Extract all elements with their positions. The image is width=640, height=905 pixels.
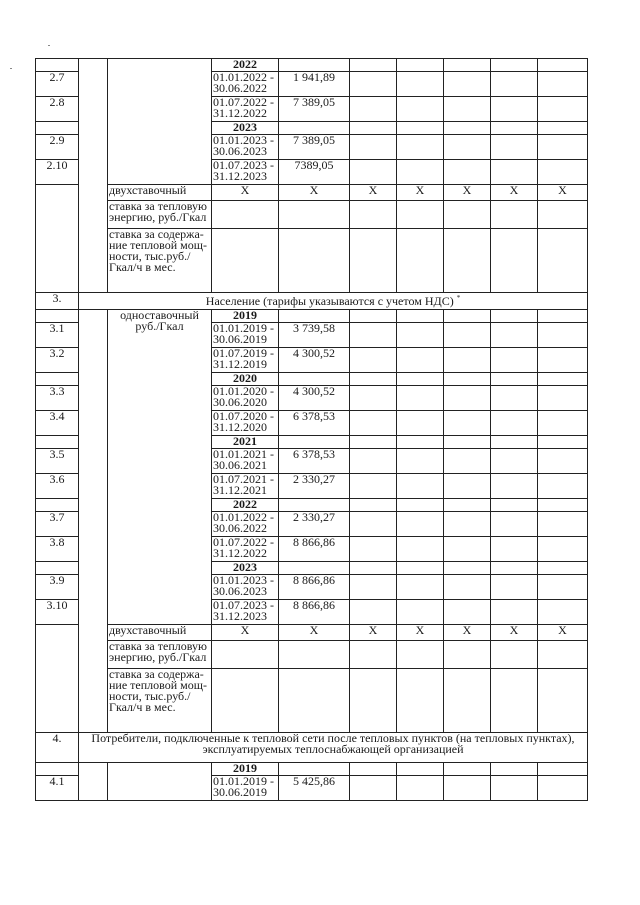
year-header: 2022: [212, 499, 279, 512]
empty-cell: [444, 122, 491, 135]
empty-cell: [279, 436, 350, 449]
empty-cell: [538, 436, 588, 449]
empty-cell: [491, 72, 538, 97]
empty-cell: [212, 669, 279, 733]
empty-cell: [350, 537, 397, 562]
empty-cell: [350, 512, 397, 537]
row-number-cell: 3.6: [36, 474, 79, 499]
energy-rate-label: ставка за тепловую энергию, руб./Гкал: [108, 201, 212, 229]
tariff-value-cell: 7 389,05: [279, 135, 350, 160]
empty-cell: [279, 669, 350, 733]
empty-cell: [350, 386, 397, 411]
scan-speck: [10, 68, 12, 69]
empty-cell: [397, 411, 444, 436]
empty-cell: [538, 323, 588, 348]
empty-cell: [350, 72, 397, 97]
empty-cell: [279, 562, 350, 575]
tariff-value-cell: 5 425,86: [279, 776, 350, 801]
period-cell: 01.01.2020 - 30.06.2020: [212, 386, 279, 411]
empty-cell: [444, 373, 491, 386]
empty-cell: [491, 600, 538, 625]
empty-cell: [444, 323, 491, 348]
empty-cell: [397, 575, 444, 600]
row-number-cell: 3.4: [36, 411, 79, 436]
two-part-label: двухставочный: [108, 625, 212, 641]
empty-cell: [491, 562, 538, 575]
empty-cell: [212, 229, 279, 293]
x-mark: X: [491, 625, 538, 641]
empty-cell: [444, 575, 491, 600]
empty-cell: [397, 449, 444, 474]
table-row: [36, 201, 588, 229]
empty-cell: [350, 323, 397, 348]
empty-cell: [491, 323, 538, 348]
empty-cell: [397, 135, 444, 160]
empty-cell: [397, 373, 444, 386]
empty-cell: [350, 411, 397, 436]
empty-cell: [444, 97, 491, 122]
empty-cell: [491, 160, 538, 185]
empty-cell: [279, 373, 350, 386]
tariff-value-cell: 8 866,86: [279, 537, 350, 562]
empty-cell: [397, 386, 444, 411]
row-number-cell: 3.5: [36, 449, 79, 474]
scan-speck: [48, 45, 50, 46]
x-mark: X: [212, 185, 279, 201]
empty-cell: [212, 641, 279, 669]
empty-cell: [538, 135, 588, 160]
empty-cell: [491, 97, 538, 122]
section-title: [79, 293, 588, 310]
empty-cell: [491, 449, 538, 474]
empty-cell: [444, 386, 491, 411]
empty-cell: [397, 512, 444, 537]
row-number-cell: 3.3: [36, 386, 79, 411]
section-number: 4.: [36, 733, 79, 763]
period-cell: 01.07.2020 - 31.12.2020: [212, 411, 279, 436]
empty-cell: [444, 512, 491, 537]
empty-cell: [538, 97, 588, 122]
category-column: [79, 59, 108, 293]
empty-cell: [538, 776, 588, 801]
empty-cell: [491, 512, 538, 537]
empty-cell: [538, 449, 588, 474]
empty-cell: [538, 122, 588, 135]
empty-cell: [491, 499, 538, 512]
empty-cell: [397, 537, 444, 562]
empty-cell: [444, 135, 491, 160]
empty-cell: [491, 575, 538, 600]
table-row: [36, 229, 588, 293]
empty-cell: [350, 122, 397, 135]
empty-cell: [538, 600, 588, 625]
empty-cell: [397, 97, 444, 122]
empty-cell: [538, 310, 588, 323]
x-mark: X: [491, 185, 538, 201]
empty-cell: [538, 669, 588, 733]
empty-cell: [491, 474, 538, 499]
empty-cell: [444, 201, 491, 229]
section-number: 3.: [36, 293, 79, 310]
period-cell: 01.01.2019 - 30.06.2019: [212, 776, 279, 801]
empty-cell: [491, 669, 538, 733]
empty-cell: [350, 201, 397, 229]
empty-cell: [444, 160, 491, 185]
empty-cell: [538, 474, 588, 499]
empty-cell: [491, 373, 538, 386]
empty-cell: [350, 59, 397, 72]
empty-cell: [350, 669, 397, 733]
period-cell: 01.07.2022 - 31.12.2022: [212, 537, 279, 562]
empty-cell: [279, 499, 350, 512]
empty-cell: [350, 600, 397, 625]
tariff-value-cell: 6 378,53: [279, 449, 350, 474]
empty-cell: [279, 763, 350, 776]
tariff-value-cell: 1 941,89: [279, 72, 350, 97]
empty-cell: [538, 411, 588, 436]
table-row: [36, 185, 588, 201]
empty-cell: [538, 499, 588, 512]
tariff-value-cell: 6 378,53: [279, 411, 350, 436]
empty-cell: [279, 122, 350, 135]
empty-cell: [350, 474, 397, 499]
two-part-label: двухставочный: [108, 185, 212, 201]
empty-cell: [538, 562, 588, 575]
empty-cell: [444, 229, 491, 293]
empty-cell: [350, 310, 397, 323]
table-row: [36, 310, 588, 323]
row-number-cell: [36, 763, 79, 776]
empty-cell: [350, 373, 397, 386]
period-cell: 01.01.2023 - 30.06.2023: [212, 575, 279, 600]
empty-cell: [279, 229, 350, 293]
period-cell: 01.07.2023 - 31.12.2023: [212, 160, 279, 185]
tariff-value-cell: 4 300,52: [279, 386, 350, 411]
empty-cell: [491, 135, 538, 160]
period-cell: 01.07.2021 - 31.12.2021: [212, 474, 279, 499]
empty-cell: [350, 449, 397, 474]
empty-cell: [212, 201, 279, 229]
year-header: 2019: [212, 310, 279, 323]
row-number-cell: 2.7: [36, 72, 79, 97]
empty-cell: [538, 59, 588, 72]
section-title: Потребители, подключенные к тепловой сети после тепловых пунктов (на тепловых пунктах), эксплуатируемых теплоснабжающей организацией: [79, 733, 588, 763]
row-number-cell: [36, 625, 79, 733]
empty-cell: [397, 763, 444, 776]
x-mark: X: [279, 625, 350, 641]
empty-cell: [538, 386, 588, 411]
empty-cell: [538, 72, 588, 97]
empty-cell: [538, 348, 588, 373]
empty-cell: [491, 386, 538, 411]
tariff-value-cell: 3 739,58: [279, 323, 350, 348]
category-column: [79, 310, 108, 733]
empty-cell: [491, 59, 538, 72]
empty-cell: [444, 72, 491, 97]
empty-cell: [397, 72, 444, 97]
empty-cell: [397, 348, 444, 373]
empty-cell: [350, 763, 397, 776]
row-number-cell: 3.10: [36, 600, 79, 625]
tariff-value-cell: 2 330,27: [279, 474, 350, 499]
period-cell: 01.01.2022 - 30.06.2022: [212, 72, 279, 97]
empty-cell: [444, 436, 491, 449]
empty-cell: [491, 310, 538, 323]
group-column: [108, 59, 212, 185]
empty-cell: [444, 776, 491, 801]
empty-cell: [350, 562, 397, 575]
empty-cell: [538, 160, 588, 185]
empty-cell: [444, 763, 491, 776]
empty-cell: [444, 59, 491, 72]
row-number-cell: 3.2: [36, 348, 79, 373]
period-cell: 01.01.2023 - 30.06.2023: [212, 135, 279, 160]
year-header: 2021: [212, 436, 279, 449]
x-mark: X: [444, 625, 491, 641]
empty-cell: [491, 776, 538, 801]
row-number-cell: 3.1: [36, 323, 79, 348]
tariff-table: [35, 58, 588, 801]
x-mark: X: [279, 185, 350, 201]
table-row: [36, 59, 588, 72]
row-number-cell: 3.8: [36, 537, 79, 562]
empty-cell: [350, 641, 397, 669]
empty-cell: [397, 229, 444, 293]
empty-cell: [538, 373, 588, 386]
empty-cell: [350, 776, 397, 801]
empty-cell: [491, 763, 538, 776]
row-number-cell: [36, 310, 79, 323]
empty-cell: [350, 135, 397, 160]
empty-cell: [397, 436, 444, 449]
empty-cell: [538, 763, 588, 776]
period-cell: 01.07.2022 - 31.12.2022: [212, 97, 279, 122]
empty-cell: [397, 600, 444, 625]
period-cell: 01.01.2021 - 30.06.2021: [212, 449, 279, 474]
period-cell: 01.07.2019 - 31.12.2019: [212, 348, 279, 373]
table-row: [36, 763, 588, 776]
empty-cell: [397, 669, 444, 733]
table-row: [36, 733, 588, 763]
empty-cell: [279, 201, 350, 229]
empty-cell: [444, 537, 491, 562]
x-mark: X: [538, 625, 588, 641]
empty-cell: [444, 310, 491, 323]
period-cell: 01.01.2019 - 30.06.2019: [212, 323, 279, 348]
empty-cell: [491, 229, 538, 293]
section-title-text: Население (тарифы указываются с учетом НДС): [205, 294, 454, 308]
empty-cell: [491, 641, 538, 669]
empty-cell: [350, 575, 397, 600]
empty-cell: [397, 160, 444, 185]
row-number-cell: [36, 436, 79, 449]
row-number-cell: [36, 562, 79, 575]
row-number-cell: [36, 59, 79, 72]
year-header: 2020: [212, 373, 279, 386]
empty-cell: [397, 201, 444, 229]
empty-cell: [444, 641, 491, 669]
x-mark: X: [397, 625, 444, 641]
row-number-cell: [36, 122, 79, 135]
empty-cell: [491, 122, 538, 135]
empty-cell: [538, 537, 588, 562]
empty-cell: [538, 575, 588, 600]
x-mark: X: [444, 185, 491, 201]
row-number-cell: [36, 373, 79, 386]
empty-cell: [397, 641, 444, 669]
x-mark: X: [538, 185, 588, 201]
empty-cell: [538, 512, 588, 537]
tariff-value-cell: 8 866,86: [279, 600, 350, 625]
footnote-mark: *: [456, 294, 461, 302]
tariff-value-cell: 8 866,86: [279, 575, 350, 600]
row-number-cell: 3.9: [36, 575, 79, 600]
row-number-cell: 2.10: [36, 160, 79, 185]
tariff-value-cell: 7389,05: [279, 160, 350, 185]
energy-rate-label: ставка за тепловую энергию, руб./Гкал: [108, 641, 212, 669]
row-number-cell: [36, 499, 79, 512]
empty-cell: [397, 499, 444, 512]
empty-cell: [444, 474, 491, 499]
row-number-cell: 4.1: [36, 776, 79, 801]
empty-cell: [350, 97, 397, 122]
period-cell: 01.01.2022 - 30.06.2022: [212, 512, 279, 537]
x-mark: X: [350, 625, 397, 641]
capacity-rate-label: ставка за содержа-ние тепловой мощ-ности, тыс.руб./Гкал/ч в мес.: [108, 669, 212, 733]
empty-cell: [538, 641, 588, 669]
single-rate-label: одноставочный руб./Гкал: [108, 310, 212, 625]
empty-cell: [350, 348, 397, 373]
year-header: 2019: [212, 763, 279, 776]
empty-cell: [538, 229, 588, 293]
capacity-rate-label: ставка за содержа-ние тепловой мощ-ности, тыс.руб./Гкал/ч в мес.: [108, 229, 212, 293]
tariff-value-cell: 4 300,52: [279, 348, 350, 373]
x-mark: X: [212, 625, 279, 641]
empty-cell: [279, 641, 350, 669]
empty-cell: [444, 669, 491, 733]
category-column: [79, 763, 108, 801]
empty-cell: [350, 499, 397, 512]
empty-cell: [350, 436, 397, 449]
table-row: [36, 669, 588, 733]
empty-cell: [444, 562, 491, 575]
table-row: [36, 625, 588, 641]
empty-cell: [491, 537, 538, 562]
x-mark: X: [350, 185, 397, 201]
row-number-cell: 2.9: [36, 135, 79, 160]
empty-cell: [444, 348, 491, 373]
empty-cell: [444, 449, 491, 474]
year-header: 2023: [212, 562, 279, 575]
empty-cell: [279, 59, 350, 72]
empty-cell: [491, 201, 538, 229]
empty-cell: [444, 411, 491, 436]
empty-cell: [350, 229, 397, 293]
row-number-cell: 2.8: [36, 97, 79, 122]
empty-cell: [491, 436, 538, 449]
year-header: 2022: [212, 59, 279, 72]
empty-cell: [397, 474, 444, 499]
table-row: [36, 641, 588, 669]
empty-cell: [397, 122, 444, 135]
empty-cell: [491, 411, 538, 436]
x-mark: X: [397, 185, 444, 201]
empty-cell: [397, 310, 444, 323]
empty-cell: [350, 160, 397, 185]
empty-cell: [397, 562, 444, 575]
table-row: [36, 293, 588, 310]
empty-cell: [279, 310, 350, 323]
tariff-value-cell: 7 389,05: [279, 97, 350, 122]
empty-cell: [397, 59, 444, 72]
tariff-value-cell: 2 330,27: [279, 512, 350, 537]
group-column: [108, 763, 212, 801]
empty-cell: [397, 323, 444, 348]
empty-cell: [491, 348, 538, 373]
empty-cell: [444, 499, 491, 512]
period-cell: 01.07.2023 - 31.12.2023: [212, 600, 279, 625]
empty-cell: [444, 600, 491, 625]
empty-cell: [538, 201, 588, 229]
row-number-cell: 3.7: [36, 512, 79, 537]
year-header: 2023: [212, 122, 279, 135]
row-number-cell: [36, 185, 79, 293]
empty-cell: [397, 776, 444, 801]
